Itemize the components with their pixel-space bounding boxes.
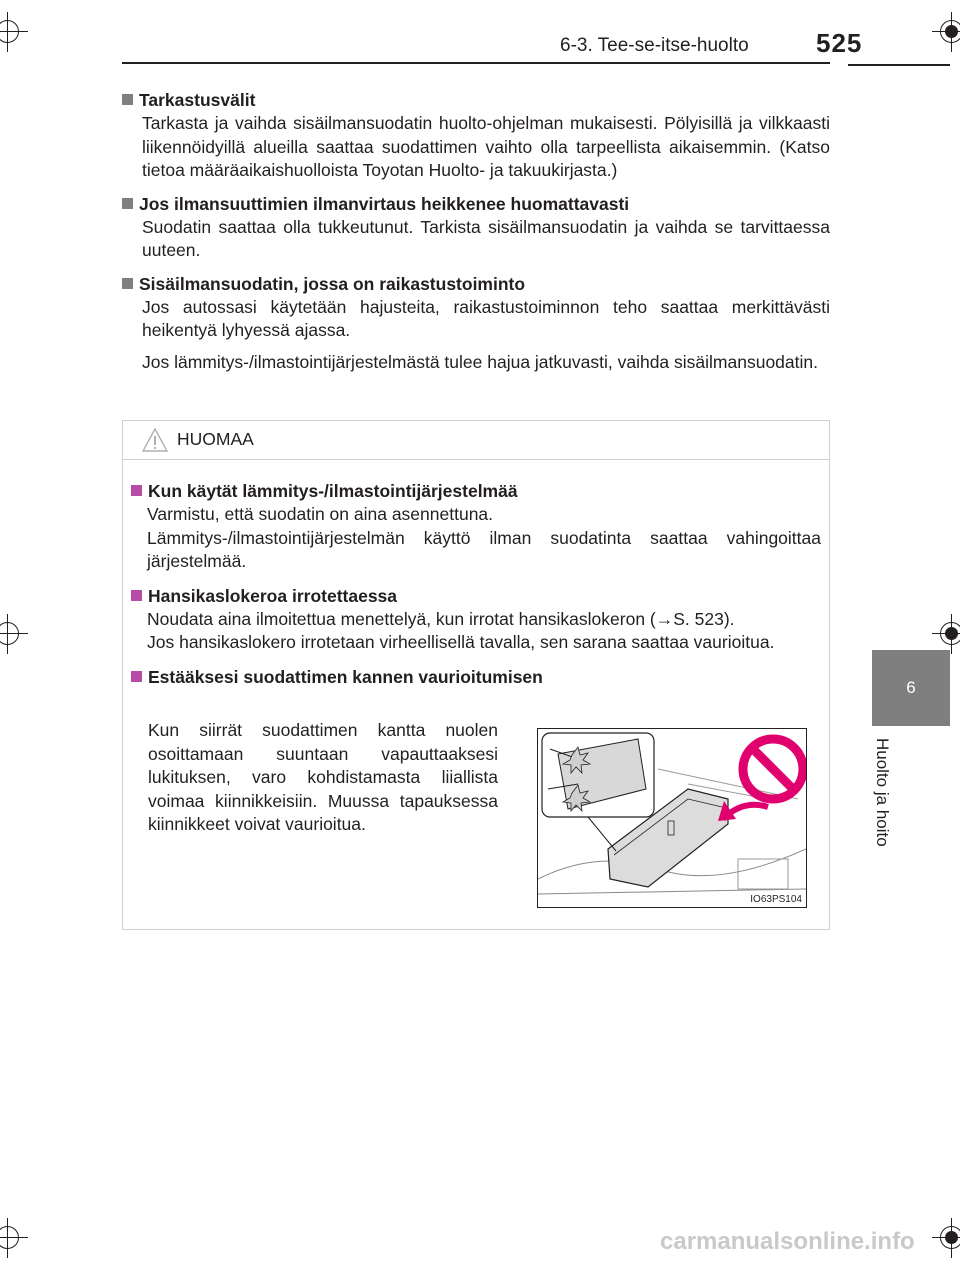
heading-square-icon: [122, 198, 133, 209]
section-heading: [122, 272, 830, 296]
notice-heading-text: Estääksesi suodattimen kannen vaurioitumisen: [148, 666, 543, 687]
notice-heading-text: Hansikaslokeroa irrotettaessa: [148, 585, 398, 606]
warning-triangle-icon: [141, 427, 169, 458]
side-tab-rule: [848, 64, 950, 66]
filter-cover-illustration: [537, 728, 807, 908]
section-heading-text: Jos ilmansuuttimien ilmanvirtaus heikkenee huomattavasti: [139, 193, 630, 214]
section-heading-text: Sisäilmansuodatin, jossa on raikastustoiminto: [139, 273, 526, 294]
heading-square-icon: [131, 671, 142, 682]
paragraph: Jos autossasi käytetään hajusteita, raikastustoiminnon teho saattaa merkittävästi heikentyä lyhyessä ajassa.: [142, 296, 830, 340]
side-tab: [872, 650, 950, 726]
notice-header: [123, 421, 829, 460]
side-tab-number: 6: [906, 678, 916, 697]
notice-paragraph: Kun siirrät suodattimen kantta nuolen osoittamaan suuntaan vapauttaaksesi lukituksen, varo kohdistamasta liiallista voimaa kiinnikkeisiin. Muussa tapauksessa kiinnikkeet voivat vaurioitua.: [148, 720, 498, 834]
side-tab-title: Huolto ja hoito: [873, 738, 892, 847]
paragraph: Tarkasta ja vaihda sisäilmansuodatin huolto-ohjelman mukaisesti. Pölyisillä ja vilkkaasti liikennöidyillä alueilla saattaa suodattimen vaihto olla tarpeellista aikaisemmin. (Katso tietoa määräaikaishuolloista Toyotan Huolto- ja takuukirjasta.): [142, 113, 830, 180]
notice-title: HUOMAA: [177, 429, 254, 449]
heading-square-icon: [122, 278, 133, 289]
crop-mark-bottom-left: [0, 1218, 28, 1258]
header-rule: [122, 62, 830, 64]
prohibition-icon: [743, 739, 803, 799]
notice-heading: [131, 584, 821, 608]
crop-mark-top-left: [0, 12, 28, 52]
notice-paragraph: Varmistu, että suodatin on aina asennettuna.: [147, 504, 494, 524]
notice-heading: [131, 479, 821, 503]
crop-mark-top-right: [932, 12, 960, 52]
section-heading: [122, 88, 830, 112]
notice-box: [122, 420, 830, 930]
crop-mark-mid-left: [0, 614, 28, 654]
notice-paragraph: Jos hansikaslokero irrotetaan virheellisellä tavalla, sen sarana saattaa vaurioitua.: [147, 632, 775, 652]
watermark: carmanualsonline.info: [660, 1228, 915, 1255]
crop-mark-bottom-right: [932, 1218, 960, 1258]
section-heading: [122, 192, 830, 216]
heading-square-icon: [131, 590, 142, 601]
paragraph: Suodatin saattaa olla tukkeutunut. Tarkista sisäilmansuodatin ja vaihda se tarvittaessa uuteen.: [142, 216, 830, 260]
notice-paragraph: Lämmitys-/ilmastointijärjestelmän käyttö ilman suodatinta saattaa vahingoittaa järjestelmää.: [147, 527, 821, 571]
section-heading-text: Tarkastusvälit: [139, 90, 256, 110]
notice-body: [131, 479, 821, 689]
heading-square-icon: [122, 94, 133, 105]
page-number: 525: [816, 28, 863, 58]
notice-paragraph: Noudata aina ilmoitettua menettelyä, kun irrotat hansikaslokeron (→S. 523).: [147, 608, 735, 629]
notice-heading-text: Kun käytät lämmitys-/ilmastointijärjestelmää: [148, 481, 518, 501]
illustration-code: IO63PS104: [750, 894, 802, 905]
main-content: [122, 88, 830, 374]
header-chapter: 6-3. Tee-se-itse-huolto: [560, 35, 749, 56]
paragraph: Jos lämmitys-/ilmastointijärjestelmästä tulee hajua jatkuvasti, vaihda sisäilmansuodatin.: [142, 351, 818, 372]
crop-mark-mid-right: [932, 614, 960, 654]
notice-heading: [131, 665, 821, 689]
heading-square-icon: [131, 485, 142, 496]
